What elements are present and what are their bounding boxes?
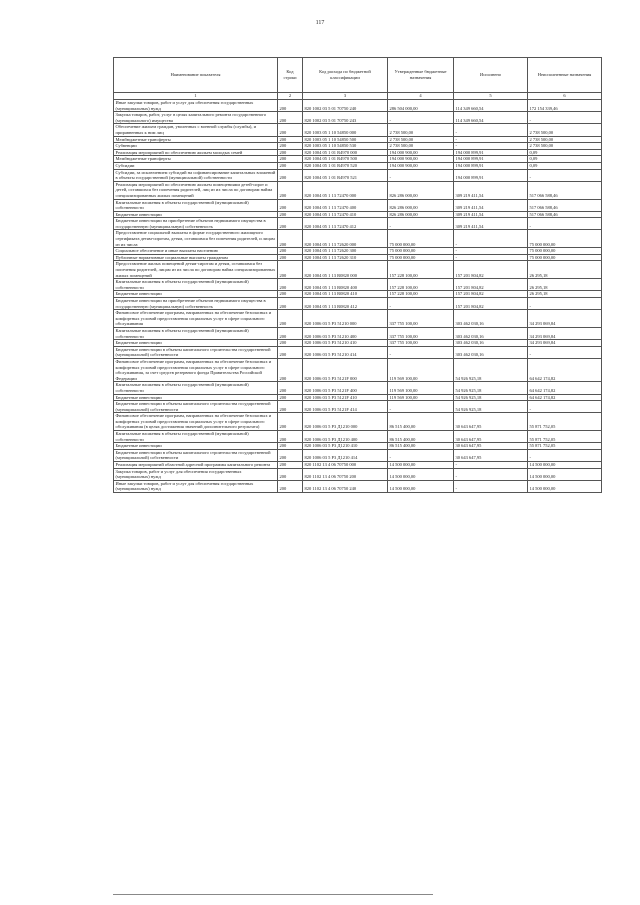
cell-executed: 157 201 804,82 (454, 261, 528, 279)
cell-approved: 2 738 500,00 (388, 143, 454, 150)
table-body (114, 100, 602, 493)
cell-approved: 119 569 100,00 (388, 394, 454, 401)
cell-remaining: 55 871 752,05 (528, 413, 602, 431)
cell-line-code: 200 (278, 413, 303, 431)
cell-line-code: 200 (278, 254, 303, 261)
cell-line-code: 200 (278, 211, 303, 218)
cell-line-code: 200 (278, 218, 303, 230)
cell-line-code: 200 (278, 340, 303, 347)
cell-line-code: 200 (278, 346, 303, 358)
cell-budget-code: 820 1003 05 1 10 54850 500 (303, 136, 388, 143)
cell-approved: 2 738 500,00 (388, 124, 454, 136)
cell-name: Капитальные вложения в объекты государственной (муниципальной) собственности (114, 327, 278, 339)
table-row (114, 156, 602, 163)
cell-budget-code: 820 1006 03 5 P3 5121F 410 (303, 394, 388, 401)
col-header-executed: Исполнено (454, 58, 528, 93)
cell-line-code: 200 (278, 279, 303, 291)
cell-name: Субсидии (114, 162, 278, 169)
cell-executed: 309 219 411,54 (454, 199, 528, 211)
cell-name: Финансовое обеспечение программ, направленных на обеспечение безопасных и комфортных условий предоставления социальных услуг в сфере социального обслуживания, за счет средств резервного фонда Правительства Российской Федерации (114, 358, 278, 381)
cell-remaining: 34 293 069,84 (528, 310, 602, 328)
table-row (114, 218, 602, 230)
cell-name: Бюджетные инвестиции (114, 211, 278, 218)
cell-name: Предоставление социальной выплаты в форме государственного жилищного сертификата детям-сиротам, детям, оставшимся без попечения родителей, и лицам из их числа (114, 230, 278, 248)
cell-remaining: - (528, 112, 602, 124)
cell-executed: - (454, 468, 528, 480)
table-row (114, 310, 602, 328)
col-header-line-code: Код строки (278, 58, 303, 93)
cell-executed: 157 201 804,82 (454, 291, 528, 298)
col-number: 1 (114, 93, 278, 100)
cell-executed: 194 000 899,91 (454, 162, 528, 169)
cell-approved: 14 500 000,00 (388, 480, 454, 492)
table-row (114, 480, 602, 492)
cell-executed: 194 000 899,91 (454, 169, 528, 181)
cell-approved: 826 286 000,00 (388, 181, 454, 199)
cell-line-code: 200 (278, 136, 303, 143)
cell-name: Бюджетные инвестиции на приобретение объектов недвижимого имущества в государственную (муниципальную) собственность (114, 218, 278, 230)
cell-budget-code: 820 1006 03 5 P3 51210 414 (303, 346, 388, 358)
cell-line-code: 200 (278, 181, 303, 199)
cell-line-code: 200 (278, 230, 303, 248)
cell-approved: - (388, 449, 454, 461)
table-row (114, 394, 602, 401)
cell-approved: 337 755 100,00 (388, 327, 454, 339)
cell-budget-code: 820 1102 13 4 06 70750 000 (303, 462, 388, 469)
table-row (114, 211, 602, 218)
cell-executed: - (454, 136, 528, 143)
cell-budget-code: 820 1004 05 1 01 R4970 521 (303, 169, 388, 181)
cell-name: Реализация мероприятий по обеспечению жильем молодых семей (114, 149, 278, 156)
cell-budget-code: 820 1004 05 1 01 R4970 000 (303, 149, 388, 156)
cell-remaining: 26 295,18 (528, 279, 602, 291)
cell-executed: - (454, 462, 528, 469)
cell-name: Бюджетные инвестиции в объекты капитального строительства государственной (муниципальной) собственности (114, 449, 278, 461)
cell-executed: 303 462 030,16 (454, 346, 528, 358)
column-number-row (114, 93, 602, 100)
cell-name: Бюджетные инвестиции в объекты капитального строительства государственной (муниципальной) собственности (114, 346, 278, 358)
cell-line-code: 200 (278, 468, 303, 480)
cell-line-code: 200 (278, 261, 303, 279)
cell-remaining: 517 066 588,46 (528, 199, 602, 211)
cell-line-code: 200 (278, 443, 303, 450)
cell-budget-code: 820 1006 03 5 P3 5121F 000 (303, 358, 388, 381)
cell-name: Финансовое обеспечение программ, направленных на обеспечение безопасных и комфортных условий предоставления социальных услуг в сфере социального обслуживания (в целях достижения значений дополнительного результата) (114, 413, 278, 431)
cell-line-code: 200 (278, 449, 303, 461)
table-row (114, 136, 602, 143)
cell-executed: - (454, 248, 528, 255)
cell-name: Бюджетные инвестиции (114, 443, 278, 450)
col-number: 6 (528, 93, 602, 100)
cell-remaining: - (528, 169, 602, 181)
cell-name: Иные закупки товаров, работ и услуг для обеспечения государственных (муниципальных) нужд (114, 100, 278, 112)
cell-budget-code: 820 1006 03 5 P3 51210 000 (303, 310, 388, 328)
cell-name: Субвенции (114, 143, 278, 150)
cell-approved: 14 500 000,00 (388, 462, 454, 469)
cell-approved: 75 000 000,00 (388, 254, 454, 261)
cell-line-code: 200 (278, 310, 303, 328)
cell-budget-code: 820 1003 05 1 10 54850 530 (303, 143, 388, 150)
table-row (114, 230, 602, 248)
cell-approved: 75 000 000,00 (388, 248, 454, 255)
cell-name: Бюджетные инвестиции на приобретение объектов недвижимого имущества в государственную (муниципальную) собственность (114, 298, 278, 310)
cell-name: Бюджетные инвестиции (114, 291, 278, 298)
cell-name: Предоставление жилых помещений детям-сиротам и детям, оставшимся без попечения родителей, лицам из их числа по договорам найма специализированных жилых помещений (114, 261, 278, 279)
budget-execution-table (113, 57, 602, 493)
cell-line-code: 200 (278, 291, 303, 298)
cell-budget-code: 820 1002 03 5 01 70750 240 (303, 100, 388, 112)
cell-executed: - (454, 480, 528, 492)
cell-line-code: 200 (278, 327, 303, 339)
cell-budget-code: 820 1004 05 1 13 72620 300 (303, 248, 388, 255)
cell-remaining: 75 000 000,00 (528, 248, 602, 255)
cell-approved: 194 000 900,00 (388, 162, 454, 169)
cell-remaining: - (528, 218, 602, 230)
col-header-budget-code: Код расхода по бюджетной классификации (303, 58, 388, 93)
cell-name: Межбюджетные трансферты (114, 156, 278, 163)
cell-budget-code: 820 1006 03 5 P3 Д1210 414 (303, 449, 388, 461)
cell-executed: 54 926 925,18 (454, 401, 528, 413)
cell-approved: 286 504 000,00 (388, 100, 454, 112)
cell-line-code: 200 (278, 112, 303, 124)
cell-budget-code: 820 1002 03 5 01 70750 243 (303, 112, 388, 124)
cell-line-code: 200 (278, 124, 303, 136)
table-row (114, 291, 602, 298)
cell-budget-code: 820 1004 05 1 13 R0820 410 (303, 291, 388, 298)
cell-line-code: 200 (278, 480, 303, 492)
table-row (114, 327, 602, 339)
table-row (114, 169, 602, 181)
cell-approved: 157 228 100,00 (388, 261, 454, 279)
table-row (114, 382, 602, 394)
cell-approved: 157 228 100,00 (388, 291, 454, 298)
cell-remaining: 517 066 588,46 (528, 181, 602, 199)
cell-executed: 309 219 411,54 (454, 181, 528, 199)
cell-remaining: 2 738 500,00 (528, 124, 602, 136)
cell-approved: 75 000 000,00 (388, 230, 454, 248)
col-number: 2 (278, 93, 303, 100)
cell-remaining: 75 000 000,00 (528, 230, 602, 248)
cell-executed: 194 000 899,91 (454, 156, 528, 163)
cell-name: Реализация мероприятий по обеспечению жильем помещениями детей-сирот и детей, оставшихся без попечения родителей, лиц из их числа по договорам найма специализированных жилых помещений (114, 181, 278, 199)
cell-remaining: 64 642 174,82 (528, 358, 602, 381)
cell-name: Бюджетные инвестиции в объекты капитального строительства государственной (муниципальной) собственности (114, 401, 278, 413)
cell-executed: - (454, 124, 528, 136)
table-row (114, 340, 602, 347)
cell-budget-code: 820 1004 05 1 13 R0820 412 (303, 298, 388, 310)
cell-approved: - (388, 401, 454, 413)
table-row (114, 100, 602, 112)
cell-line-code: 200 (278, 431, 303, 443)
cell-remaining: 0,09 (528, 149, 602, 156)
cell-name: Публичные нормативные социальные выплаты гражданам (114, 254, 278, 261)
cell-approved: 826 286 000,00 (388, 211, 454, 218)
cell-executed: 309 219 411,54 (454, 218, 528, 230)
cell-budget-code: 820 1006 03 5 P3 Д1210 000 (303, 413, 388, 431)
cell-approved: 86 515 400,00 (388, 431, 454, 443)
cell-remaining: 14 500 000,00 (528, 462, 602, 469)
cell-executed: - (454, 230, 528, 248)
cell-approved: 194 000 900,00 (388, 156, 454, 163)
cell-executed: 194 000 899,91 (454, 149, 528, 156)
cell-budget-code: 820 1004 05 1 13 R0820 000 (303, 261, 388, 279)
cell-approved: - (388, 112, 454, 124)
cell-budget-code: 820 1006 03 5 P3 Д1210 400 (303, 431, 388, 443)
cell-name: Иные закупки товаров, работ и услуг для обеспечения государственных (муниципальных) нужд (114, 480, 278, 492)
table-row (114, 261, 602, 279)
cell-remaining: 14 500 000,00 (528, 468, 602, 480)
cell-executed: 157 201 804,82 (454, 298, 528, 310)
cell-approved: 119 569 100,00 (388, 358, 454, 381)
cell-executed: 30 643 647,95 (454, 413, 528, 431)
cell-budget-code: 820 1006 03 5 P3 5121F 414 (303, 401, 388, 413)
cell-executed: - (454, 143, 528, 150)
table-row (114, 346, 602, 358)
cell-remaining: 26 295,18 (528, 261, 602, 279)
cell-name: Межбюджетные трансферты (114, 136, 278, 143)
cell-line-code: 200 (278, 162, 303, 169)
cell-approved: 2 738 500,00 (388, 136, 454, 143)
cell-name: Финансовое обеспечение программ, направленных на обеспечение безопасных и комфортных условий предоставления социальных услуг в сфере социального обслуживания (114, 310, 278, 328)
cell-budget-code: 820 1004 05 1 13 72620 310 (303, 254, 388, 261)
cell-executed: 303 462 030,16 (454, 310, 528, 328)
cell-budget-code: 820 1004 05 1 13 72620 000 (303, 230, 388, 248)
cell-remaining: 2 738 500,00 (528, 143, 602, 150)
table-row (114, 199, 602, 211)
cell-remaining: 75 000 000,00 (528, 254, 602, 261)
cell-line-code: 200 (278, 149, 303, 156)
table-row (114, 449, 602, 461)
cell-name: Реализация мероприятий областной адресной программы капитального ремонта (114, 462, 278, 469)
cell-remaining: - (528, 449, 602, 461)
cell-name: Бюджетные инвестиции (114, 394, 278, 401)
table-row (114, 143, 602, 150)
table-row (114, 413, 602, 431)
cell-line-code: 200 (278, 156, 303, 163)
cell-remaining: 0,09 (528, 162, 602, 169)
cell-approved: 337 755 100,00 (388, 310, 454, 328)
cell-budget-code: 820 1004 05 1 01 R4970 500 (303, 156, 388, 163)
cell-executed: 303 462 030,16 (454, 340, 528, 347)
cell-line-code: 200 (278, 358, 303, 381)
cell-approved: 337 755 100,00 (388, 340, 454, 347)
cell-remaining: - (528, 298, 602, 310)
table-row (114, 298, 602, 310)
cell-name: Капитальные вложения в объекты государственной (муниципальной) собственности (114, 382, 278, 394)
cell-line-code: 200 (278, 401, 303, 413)
table-row (114, 254, 602, 261)
cell-line-code: 200 (278, 199, 303, 211)
cell-remaining: 517 066 588,46 (528, 211, 602, 218)
table-row (114, 462, 602, 469)
table-row (114, 401, 602, 413)
cell-budget-code: 820 1006 03 5 P3 5121F 400 (303, 382, 388, 394)
table-row (114, 124, 602, 136)
cell-name: Бюджетные инвестиции (114, 340, 278, 347)
cell-name: Социальное обеспечение и иные выплаты населению (114, 248, 278, 255)
cell-name: Закупка товаров, работ, услуг в целях капитального ремонта государственного (муниципального) имущества (114, 112, 278, 124)
cell-budget-code: 820 1004 05 1 13 72470 400 (303, 199, 388, 211)
cell-approved: - (388, 169, 454, 181)
cell-approved: 86 515 400,00 (388, 413, 454, 431)
table-row (114, 181, 602, 199)
header-row (114, 58, 602, 93)
cell-budget-code: 820 1004 05 1 13 72470 412 (303, 218, 388, 230)
cell-budget-code: 820 1006 03 5 P3 51210 400 (303, 327, 388, 339)
cell-line-code: 200 (278, 298, 303, 310)
cell-remaining: 172 154 339,46 (528, 100, 602, 112)
cell-remaining: 34 293 069,84 (528, 327, 602, 339)
cell-remaining: 34 293 069,84 (528, 340, 602, 347)
cell-line-code: 200 (278, 462, 303, 469)
cell-budget-code: 820 1102 13 4 06 70750 240 (303, 480, 388, 492)
cell-budget-code: 820 1006 03 5 P3 51210 410 (303, 340, 388, 347)
cell-name: Капитальные вложения в объекты государственной (муниципальной) собственности (114, 431, 278, 443)
cell-budget-code: 820 1003 05 1 10 54850 000 (303, 124, 388, 136)
table-row (114, 358, 602, 381)
cell-remaining: 64 642 174,82 (528, 382, 602, 394)
table-row (114, 248, 602, 255)
cell-approved: 86 515 400,00 (388, 443, 454, 450)
cell-budget-code: 820 1004 05 1 13 R0820 400 (303, 279, 388, 291)
cell-remaining: 64 642 174,82 (528, 394, 602, 401)
cell-executed: 303 462 030,16 (454, 327, 528, 339)
table-row (114, 431, 602, 443)
cell-approved: - (388, 218, 454, 230)
col-header-remaining: Неисполненные назначения (528, 58, 602, 93)
cell-approved: 826 286 000,00 (388, 199, 454, 211)
cell-approved: - (388, 298, 454, 310)
cell-approved: 14 500 000,00 (388, 468, 454, 480)
table-row (114, 443, 602, 450)
cell-line-code: 200 (278, 382, 303, 394)
cell-remaining: - (528, 346, 602, 358)
cell-line-code: 200 (278, 100, 303, 112)
col-header-name: Наименование показателя (114, 58, 278, 93)
table-row (114, 162, 602, 169)
cell-approved: - (388, 346, 454, 358)
cell-remaining: 2 738 500,00 (528, 136, 602, 143)
cell-approved: 194 000 900,00 (388, 149, 454, 156)
cell-executed: 54 926 925,18 (454, 358, 528, 381)
cell-approved: 157 228 100,00 (388, 279, 454, 291)
col-number: 4 (388, 93, 454, 100)
col-number: 5 (454, 93, 528, 100)
cell-remaining: 26 295,18 (528, 291, 602, 298)
cell-name: Субсидии, за исключением субсидий на софинансирование капитальных вложений в объекты государственной (муниципальной) собственности (114, 169, 278, 181)
col-number: 3 (303, 93, 388, 100)
table-row (114, 149, 602, 156)
cell-line-code: 200 (278, 248, 303, 255)
cell-name: Закупка товаров, работ и услуг для обеспечения государственных (муниципальных) нужд (114, 468, 278, 480)
cell-line-code: 200 (278, 169, 303, 181)
cell-executed: 30 643 647,95 (454, 443, 528, 450)
table-row (114, 279, 602, 291)
cell-name: Капитальные вложения в объекты государственной (муниципальной) собственности (114, 199, 278, 211)
cell-name: Обеспечение жильем граждан, уволенных с военной службы (службы), и приравненных к ним лиц (114, 124, 278, 136)
cell-executed: 157 201 804,82 (454, 279, 528, 291)
cell-executed: 114 349 660,54 (454, 112, 528, 124)
cell-budget-code: 820 1006 03 5 P3 Д1210 410 (303, 443, 388, 450)
cell-executed: 114 349 660,54 (454, 100, 528, 112)
cell-budget-code: 820 1004 05 1 01 R4970 520 (303, 162, 388, 169)
cell-executed: 309 219 411,54 (454, 211, 528, 218)
cell-line-code: 200 (278, 394, 303, 401)
cell-budget-code: 820 1102 13 4 06 70750 200 (303, 468, 388, 480)
cell-name: Капитальные вложения в объекты государственной (муниципальной) собственности (114, 279, 278, 291)
cell-remaining: - (528, 401, 602, 413)
cell-remaining: 14 500 000,00 (528, 480, 602, 492)
cell-executed: - (454, 254, 528, 261)
cell-executed: 30 643 647,95 (454, 449, 528, 461)
cell-approved: 119 569 100,00 (388, 382, 454, 394)
cell-executed: 54 926 925,18 (454, 394, 528, 401)
cell-executed: 30 643 647,95 (454, 431, 528, 443)
cell-remaining: 55 871 752,05 (528, 443, 602, 450)
cell-remaining: 55 871 752,05 (528, 431, 602, 443)
page-number: 117 (315, 20, 325, 26)
cell-remaining: 0,09 (528, 156, 602, 163)
cell-budget-code: 820 1004 05 1 13 72470 000 (303, 181, 388, 199)
table-row (114, 468, 602, 480)
bottom-divider (113, 894, 433, 895)
col-header-approved: Утвержденные бюджетные назначения (388, 58, 454, 93)
table-row (114, 112, 602, 124)
cell-budget-code: 820 1004 05 1 13 72470 410 (303, 211, 388, 218)
cell-executed: 54 926 925,18 (454, 382, 528, 394)
cell-line-code: 200 (278, 143, 303, 150)
